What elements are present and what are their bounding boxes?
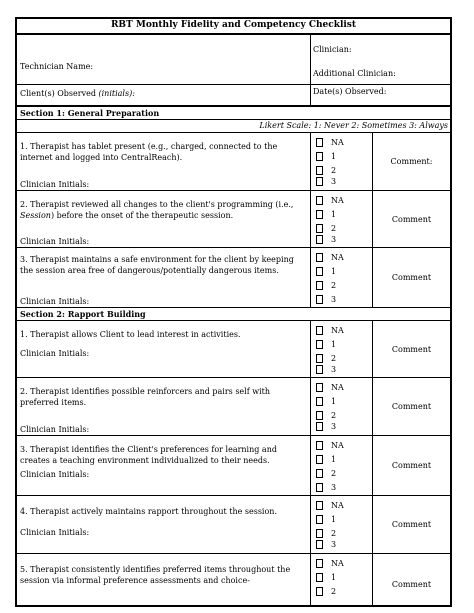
option-na[interactable] [316,135,369,149]
option-na[interactable] [316,323,369,337]
option-label: NA [331,558,344,568]
option-label: 1 [331,266,337,276]
checkbox-icon[interactable] [316,397,323,406]
option-label: 2 [331,223,337,233]
option-label: 1 [331,514,337,524]
option-2[interactable] [316,408,369,422]
option-3[interactable] [316,480,369,494]
item-row [17,496,450,554]
option-label: 1 [331,151,337,161]
checkbox-icon[interactable] [316,340,323,349]
item-cell [17,248,311,307]
item-cell [17,554,311,607]
section-1-title: Section 1: General Preparation [17,107,450,120]
checkbox-icon[interactable] [316,469,323,478]
option-label: 2 [331,165,337,175]
comment-cell[interactable] [373,248,450,307]
option-label: NA [331,137,344,147]
date-cell[interactable] [311,85,450,105]
checkbox-icon[interactable] [316,559,323,568]
comment-label: Comment [391,461,432,470]
item-text: 1. Therapist allows Client to lead interest in activities. [20,330,241,339]
option-na[interactable] [316,498,369,512]
comment-label: Comment [391,579,432,589]
technician-cell[interactable] [17,35,311,84]
option-1[interactable] [316,207,369,221]
option-1[interactable] [316,264,369,278]
checkbox-icon[interactable] [316,281,323,290]
header-row-client [17,85,450,107]
option-na[interactable] [316,193,369,207]
checkbox-icon[interactable] [316,455,323,464]
checkbox-icon[interactable] [316,177,323,186]
option-label: NA [331,500,344,510]
comment-label: Comment [391,402,432,411]
option-1[interactable] [316,394,369,408]
option-2[interactable] [316,584,369,598]
option-label: 3 [331,539,337,549]
option-label: NA [331,382,344,392]
rating-options [311,496,373,553]
option-label: 1 [331,572,337,582]
option-3[interactable] [316,422,369,430]
checkbox-icon[interactable] [316,422,323,431]
comment-cell[interactable] [373,191,450,247]
clinician-initials[interactable]: Clinician Initials: [20,237,90,246]
option-2[interactable] [316,466,369,480]
checkbox-icon[interactable] [316,365,323,374]
item-row [17,378,450,436]
checkbox-icon[interactable] [316,196,323,205]
option-label: 2 [331,280,337,290]
date-label: Date(s) [313,87,343,96]
option-label: 3 [331,294,337,304]
option-2[interactable] [316,526,369,540]
item-text: 1. Therapist has tablet present (e.g., charged, connected to the internet and logged into CentralReach). [20,142,278,162]
comment-cell[interactable] [373,378,450,435]
clients-label: Client(s) Observed [20,89,96,98]
comment-label: Comment [391,344,432,354]
rating-options [311,133,373,190]
checkbox-icon[interactable] [316,267,323,276]
option-label: 1 [331,339,337,349]
option-na[interactable] [316,438,369,452]
rating-options [311,378,373,435]
option-label: 2 [331,468,337,478]
option-label: 1 [331,396,337,406]
comment-cell[interactable] [373,321,450,377]
checkbox-icon[interactable] [316,529,323,538]
checkbox-icon[interactable] [316,210,323,219]
comment-label: Comment [391,273,432,282]
form-title: RBT Monthly Fidelity and Competency Checklist [17,19,450,35]
option-label: NA [331,440,344,450]
checklist-form [15,17,452,607]
item-row [17,191,450,248]
checkbox-icon[interactable] [316,441,323,450]
option-2[interactable] [316,278,369,292]
section-2-title: Section 2: Rapport Building [17,308,450,321]
header-row-names [17,35,450,85]
option-label: 1 [331,209,337,219]
option-1[interactable] [316,337,369,351]
rating-options [311,191,373,247]
observed-label: Observed: [345,87,387,96]
option-label: 2 [331,353,337,363]
option-label: 2 [331,410,337,420]
checkbox-icon[interactable] [316,411,323,420]
checkbox-icon[interactable] [316,354,323,363]
comment-cell[interactable] [373,496,450,553]
checkbox-icon[interactable] [316,166,323,175]
item-text: 3. Therapist maintains a safe environment for the client by keeping the session area free of dangerous/potentially dangerous items. [20,255,294,275]
option-1[interactable] [316,149,369,163]
item-row [17,133,450,191]
option-3[interactable] [316,177,369,185]
checkbox-icon[interactable] [316,152,323,161]
item-text: 2. Therapist reviewed all changes to the client's programming (i.e., Session) before the onset of the therapeutic session. [20,200,294,220]
option-3[interactable] [316,365,369,373]
likert-scale: Likert Scale: 1: Never 2: Sometimes 3: Always [17,120,450,133]
checkbox-icon[interactable] [316,326,323,335]
comment-cell[interactable] [373,436,450,495]
checkbox-icon[interactable] [316,501,323,510]
option-label: NA [331,325,344,335]
item-text: 2. Therapist identifies possible reinforcers and pairs self with preferred items. [20,387,270,407]
option-label: 3 [331,234,337,244]
option-2[interactable] [316,351,369,365]
checkbox-icon[interactable] [316,483,323,492]
option-label: 2 [331,586,337,596]
clinician-initials[interactable]: Clinician Initials: [20,425,90,434]
clinician-label: Clinician: [313,45,352,54]
clinician-initials[interactable]: Clinician Initials: [20,349,90,358]
client-cell[interactable] [17,85,311,105]
item-row [17,554,450,607]
option-label: 1 [331,454,337,464]
rating-options [311,321,373,377]
option-3[interactable] [316,292,369,306]
clinician-initials[interactable]: Clinician Initials: [20,180,90,189]
option-label: 3 [331,364,337,374]
item-cell [17,436,311,495]
checkbox-icon[interactable] [316,587,323,596]
comment-label: Comment [391,520,432,529]
option-na[interactable] [316,250,369,264]
checkbox-icon[interactable] [316,515,323,524]
item-cell [17,321,311,377]
item-text: 5. Therapist consistently identifies preferred items throughout the session via informal preference assessments and choice- [20,565,291,585]
checkbox-icon[interactable] [316,224,323,233]
clinician-cell[interactable] [311,35,450,84]
checkbox-icon[interactable] [316,573,323,582]
comment-label: Comment [391,214,432,224]
comment-cell[interactable] [373,554,450,607]
option-1[interactable] [316,452,369,466]
checkbox-icon[interactable] [316,540,323,549]
option-label: 3 [331,482,337,492]
option-1[interactable] [316,570,369,584]
item-cell [17,378,311,435]
checkbox-icon[interactable] [316,235,323,244]
rating-options [311,248,373,307]
checkbox-icon[interactable] [316,138,323,147]
checkbox-icon[interactable] [316,295,323,304]
option-na[interactable] [316,380,369,394]
clinician-initials[interactable]: Clinician Initials: [20,470,90,479]
item-cell [17,191,311,247]
option-label: 3 [331,176,337,186]
clinician-initials[interactable]: Clinician Initials: [20,528,90,537]
option-label: NA [331,195,344,205]
option-3[interactable] [316,235,369,243]
initials-label: (initials): [98,89,135,98]
comment-cell[interactable] [373,133,450,190]
item-row [17,321,450,378]
clinician-initials[interactable]: Clinician Initials: [20,297,90,306]
option-1[interactable] [316,512,369,526]
rating-options [311,436,373,495]
technician-label: Technician Name: [20,62,94,71]
option-label: 2 [331,528,337,538]
item-row [17,436,450,496]
item-row [17,248,450,308]
item-cell [17,496,311,553]
option-label: NA [331,252,344,262]
option-3[interactable] [316,540,369,548]
checkbox-icon[interactable] [316,253,323,262]
checkbox-icon[interactable] [316,383,323,392]
option-na[interactable] [316,556,369,570]
comment-label: Comment: [390,157,433,166]
option-2[interactable] [316,163,369,177]
additional-clinician-label: Additional Clinician: [313,69,396,78]
rating-options [311,554,373,607]
item-cell [17,133,311,190]
item-text: 4. Therapist actively maintains rapport throughout the session. [20,507,278,516]
option-label: 3 [331,421,337,431]
item-text: 3. Therapist identifies the Client's preferences for learning and creates a teaching environment individualized to their needs. [20,445,277,465]
option-2[interactable] [316,221,369,235]
